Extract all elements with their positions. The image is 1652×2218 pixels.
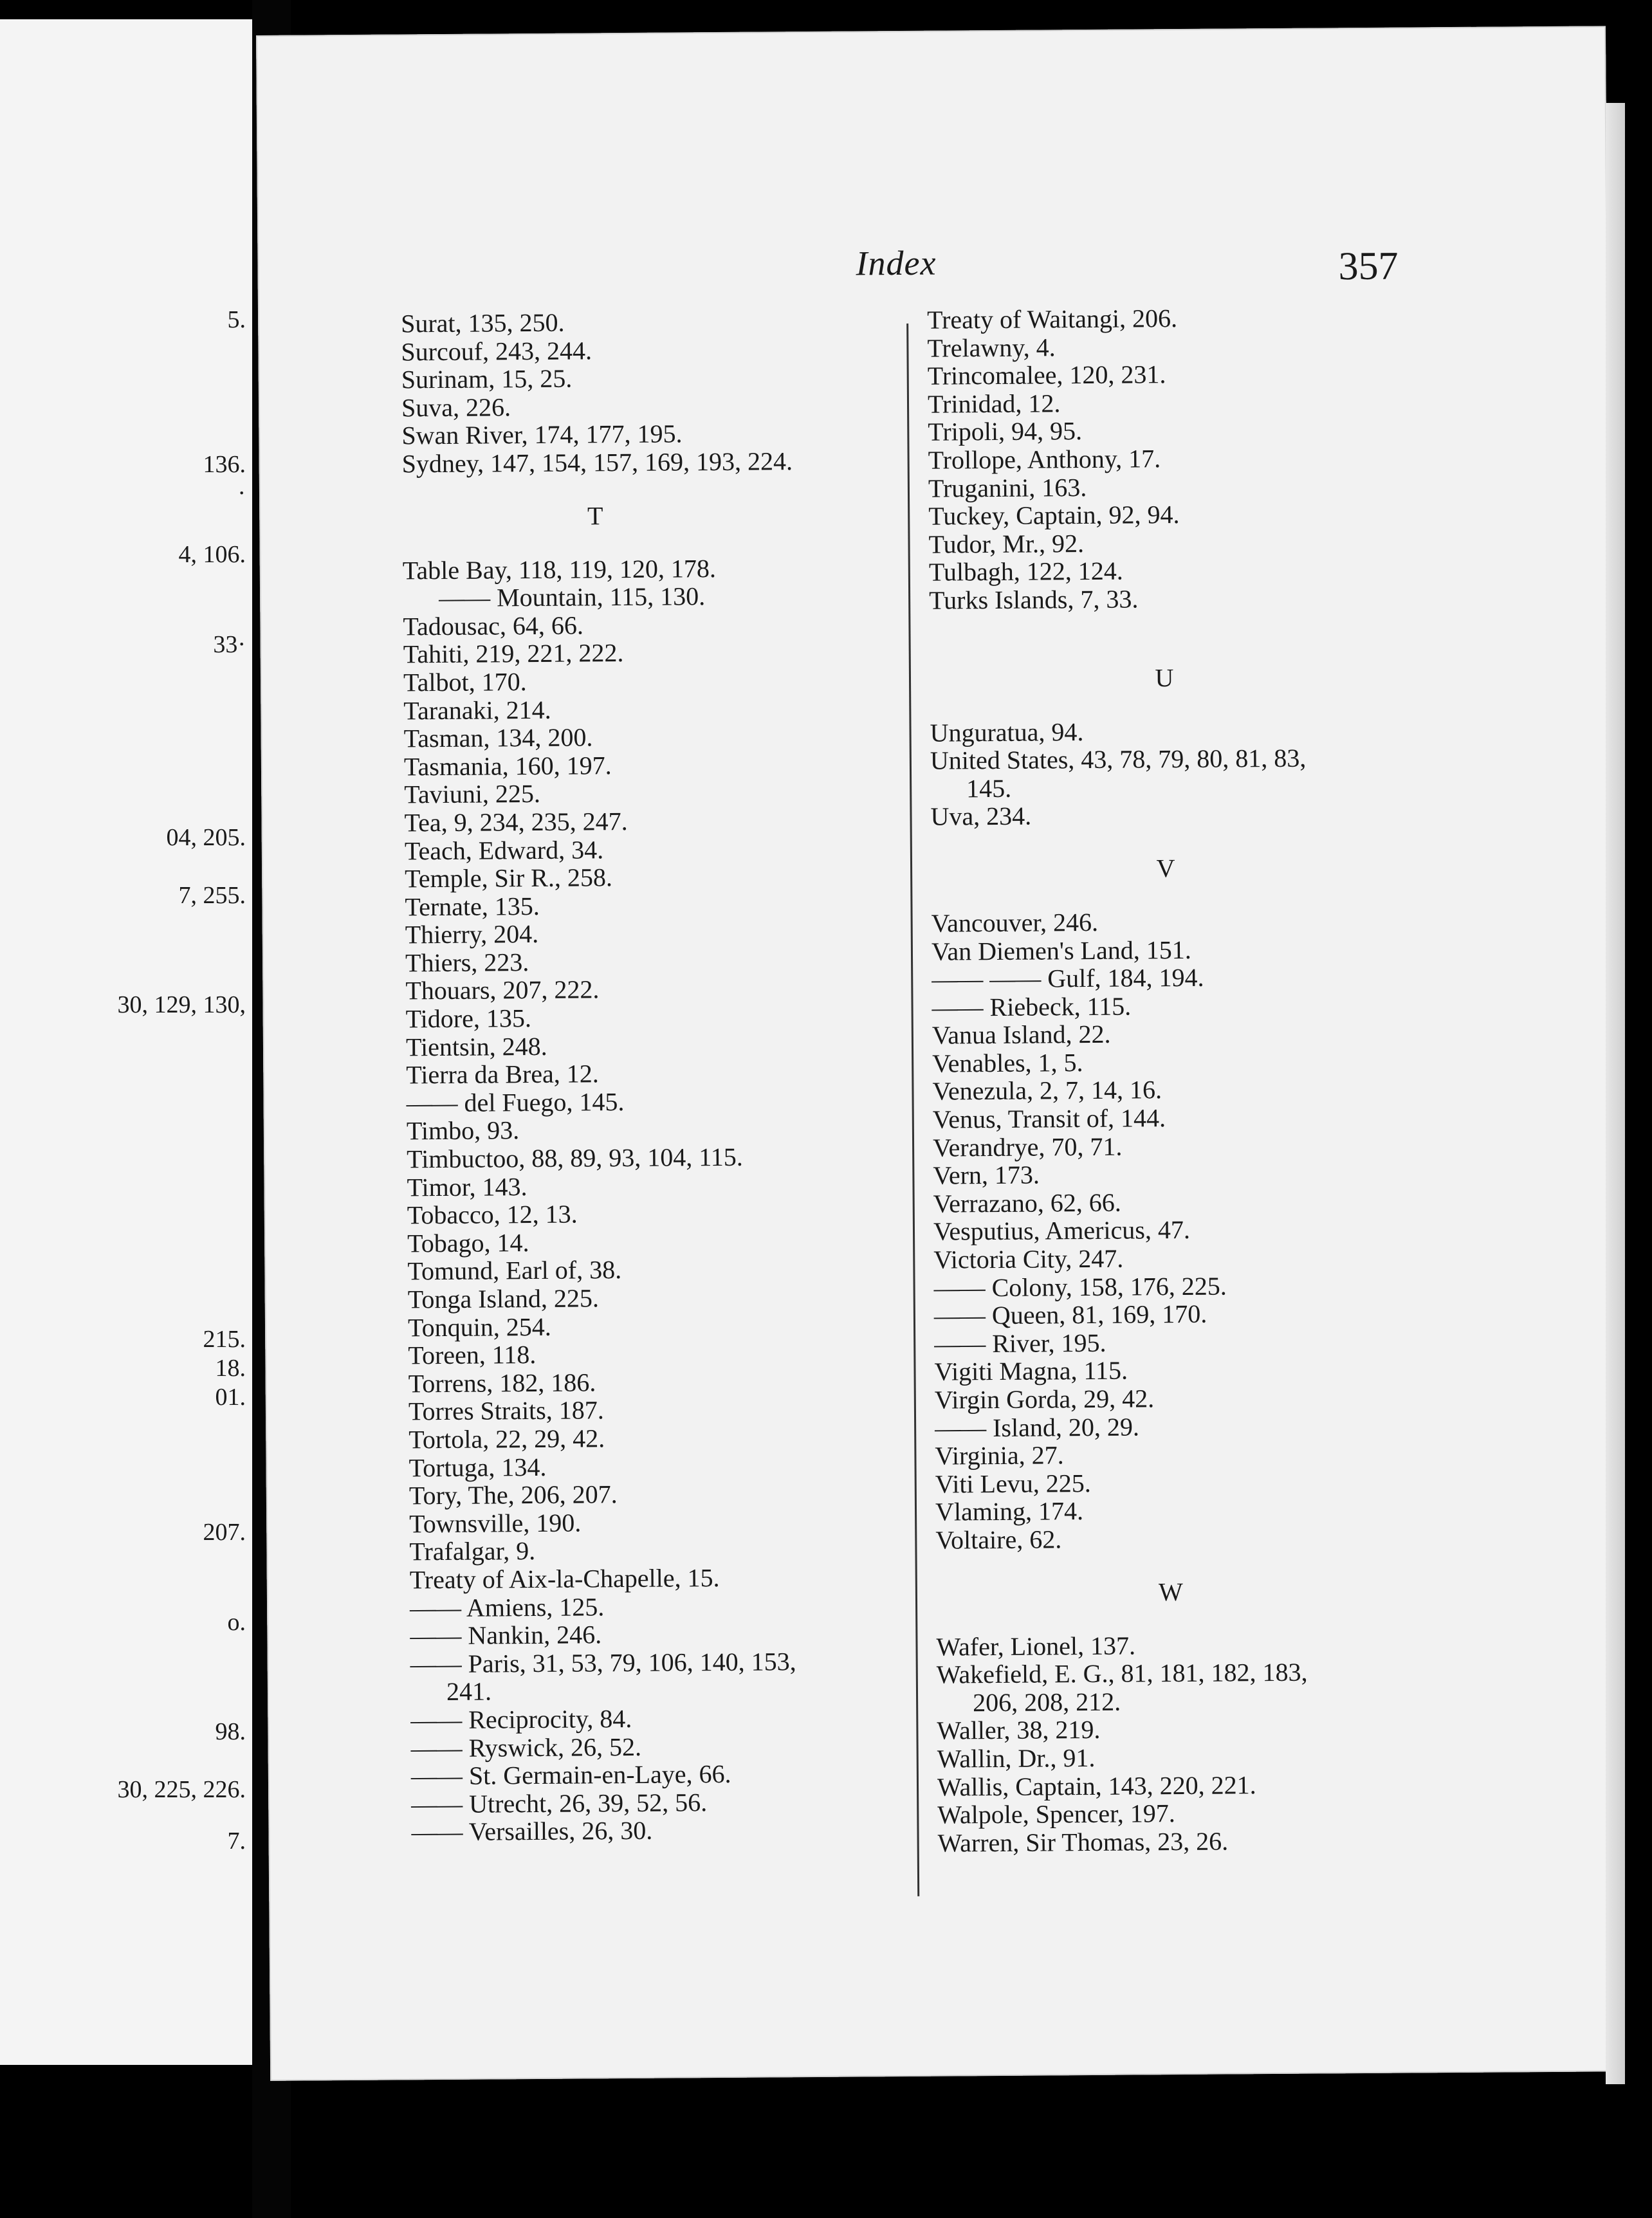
index-entry: —— Amiens, 125. [409, 1591, 605, 1622]
index-entry: Virgin Gorda, 29, 42. [934, 1384, 1155, 1415]
facing-page-text-fragment: 30, 225, 226. [117, 1776, 246, 1803]
facing-page-text-fragment: o. [227, 1609, 246, 1636]
index-entry: Venables, 1, 5. [932, 1047, 1083, 1078]
index-entry: —— Riebeck, 115. [932, 991, 1132, 1022]
index-entry: Warren, Sir Thomas, 23, 26. [937, 1826, 1229, 1858]
index-entry: Tadousac, 64, 66. [403, 610, 584, 641]
index-entry: Torrens, 182, 186. [408, 1368, 596, 1398]
index-entry: Verandrye, 70, 71. [932, 1132, 1123, 1162]
index-entry: —— St. Germain-en-Laye, 66. [410, 1759, 731, 1791]
facing-page-text-fragment: 7, 255. [178, 882, 246, 909]
index-entry: —— River, 195. [934, 1328, 1106, 1359]
index-entry: Timbo, 93. [406, 1115, 520, 1146]
index-entry: Trafalgar, 9. [409, 1536, 536, 1566]
index-entry: —— Mountain, 115, 130. [438, 582, 706, 613]
index-entry: Trincomalee, 120, 231. [927, 360, 1166, 390]
running-title: Index [856, 243, 937, 283]
index-column-right [927, 302, 1453, 1857]
index-entry: —— Island, 20, 29. [934, 1412, 1140, 1443]
facing-page-text-fragment: 4, 106. [178, 541, 246, 568]
index-entry: Waller, 38, 219. [937, 1715, 1101, 1746]
index-entry: Trinidad, 12. [927, 389, 1061, 419]
index-entry: Tulbagh, 122, 124. [928, 556, 1123, 587]
index-entry: Treaty of Waitangi, 206. [926, 304, 1178, 335]
index-entry: Toreen, 118. [408, 1340, 537, 1370]
index-entry: Sydney, 147, 154, 157, 169, 193, 224. [401, 446, 793, 479]
facing-page-text-fragment: 5. [227, 306, 246, 333]
index-entry: Surat, 135, 250. [400, 307, 565, 338]
index-entry: Wafer, Lionel, 137. [936, 1631, 1136, 1662]
facing-page-text-fragment: 136. [203, 451, 246, 478]
page-number: 357 [1338, 244, 1399, 289]
index-entry: Wakefield, E. G., 81, 181, 182, 183, [936, 1657, 1308, 1689]
facing-page-text-fragment: 18. [215, 1355, 246, 1382]
index-entry: Turks Islands, 7, 33. [928, 584, 1139, 615]
facing-page-text-fragment: 01. [215, 1384, 246, 1411]
letter-heading-w: W [1158, 1577, 1183, 1606]
index-group-s [401, 306, 891, 478]
index-entry: Verrazano, 62, 66. [933, 1187, 1121, 1218]
index-entry: Tory, The, 206, 207. [408, 1480, 618, 1510]
index-entry: Teach, Edward, 34. [404, 834, 604, 865]
index-entry: Torres Straits, 187. [408, 1395, 604, 1426]
index-entry: Surcouf, 243, 244. [401, 335, 592, 367]
facing-page-fragment [0, 19, 254, 2065]
facing-page-text-fragment: 04, 205. [166, 824, 246, 851]
index-entry: Treaty of Aix-la-Chapelle, 15. [409, 1563, 720, 1595]
letter-heading-u: U [1155, 663, 1174, 692]
index-entry: Wallin, Dr., 91. [937, 1743, 1096, 1773]
index-entry: Vancouver, 246. [931, 907, 1099, 938]
index-entry: Tasman, 134, 200. [403, 722, 593, 753]
index-entry: —— —— Gulf, 184, 194. [932, 962, 1204, 994]
index-entry: Taranaki, 214. [403, 695, 551, 725]
letter-heading-v: V [1156, 853, 1175, 883]
index-entry: —— Ryswick, 26, 52. [410, 1732, 642, 1763]
index-entry: Tudor, Mr., 92. [928, 528, 1085, 559]
index-entry: Tonquin, 254. [407, 1312, 551, 1342]
index-entry: Tea, 9, 234, 235, 247. [404, 806, 628, 838]
index-entry: Swan River, 174, 177, 195. [401, 419, 683, 450]
index-group-t-continued [927, 302, 1444, 614]
index-entry: Tahiti, 219, 221, 222. [403, 638, 624, 669]
index-entry: Tripoli, 94, 95. [928, 416, 1083, 447]
index-entry: Unguratua, 94. [930, 717, 1084, 747]
page-edge [1606, 103, 1625, 2084]
index-entry: Surinam, 15, 25. [401, 363, 573, 394]
index-entry: Tidore, 135. [405, 1004, 532, 1034]
index-entry: Tobago, 14. [407, 1227, 529, 1258]
index-entry: Tientsin, 248. [405, 1031, 547, 1062]
index-column-left [401, 306, 901, 1846]
index-entry: —— Utrecht, 26, 39, 52, 56. [411, 1787, 708, 1819]
index-entry: 145. [966, 773, 1012, 803]
index-entry: United States, 43, 78, 79, 80, 81, 83, [930, 743, 1307, 775]
index-entry: Venus, Transit of, 144. [932, 1103, 1166, 1134]
facing-page-text-fragment: 207. [203, 1519, 246, 1546]
index-entry: Talbot, 170. [403, 667, 527, 697]
index-group-v [932, 906, 1451, 1554]
index-entry: Taviuni, 225. [404, 779, 541, 809]
index-entry: Thouars, 207, 222. [405, 975, 600, 1005]
index-entry: Townsville, 190. [409, 1508, 582, 1539]
index-entry: Thiers, 223. [405, 947, 529, 978]
index-entry: —— Nankin, 246. [410, 1620, 602, 1651]
index-entry: Timor, 143. [407, 1171, 528, 1202]
index-entry: Tonga Island, 225. [407, 1283, 600, 1314]
index-entry: Tortola, 22, 29, 42. [408, 1424, 605, 1454]
index-entry: Ternate, 135. [405, 891, 540, 922]
index-entry: Suva, 226. [401, 392, 511, 423]
index-group-w [936, 1629, 1452, 1857]
index-entry: Truganini, 163. [928, 472, 1087, 503]
index-entry: Victoria City, 247. [933, 1243, 1124, 1274]
index-entry: Virginia, 27. [935, 1440, 1064, 1471]
index-entry: Venezula, 2, 7, 14, 16. [932, 1075, 1162, 1106]
index-entry: Uva, 234. [930, 801, 1032, 832]
index-entry: Vern, 173. [933, 1160, 1040, 1190]
index-page [256, 26, 1620, 2081]
index-entry: —— Queen, 81, 169, 170. [933, 1299, 1207, 1330]
index-entry: Tomund, Earl of, 38. [407, 1255, 622, 1286]
index-entry: Tasmania, 160, 197. [403, 750, 612, 782]
index-entry: —— Paris, 31, 53, 79, 106, 140, 153, [410, 1646, 796, 1679]
index-entry: Temple, Sir R., 258. [405, 863, 613, 894]
index-entry: —— del Fuego, 145. [406, 1086, 625, 1118]
index-entry: Trollope, Anthony, 17. [928, 444, 1161, 475]
index-entry: Vesputius, Americus, 47. [933, 1215, 1191, 1247]
index-entry: Walpole, Spencer, 197. [937, 1799, 1176, 1829]
letter-heading-t: T [587, 500, 603, 530]
index-entry: Wallis, Captain, 143, 220, 221. [937, 1770, 1256, 1802]
index-entry: Tuckey, Captain, 92, 94. [928, 500, 1180, 531]
index-entry: Table Bay, 118, 119, 120, 178. [402, 553, 717, 585]
index-entry: —— Versailles, 26, 30. [411, 1816, 653, 1847]
facing-page-text-fragment: 7. [227, 1828, 246, 1855]
index-entry: Tierra da Brea, 12. [406, 1059, 600, 1090]
index-entry: Timbuctoo, 88, 89, 93, 104, 115. [407, 1142, 743, 1174]
index-entry: Trelawny, 4. [927, 332, 1056, 363]
index-entry: Tobacco, 12, 13. [407, 1199, 578, 1230]
index-entry: Voltaire, 62. [935, 1525, 1062, 1555]
facing-page-text-fragment: 30, 129, 130, [117, 991, 246, 1018]
index-entry: 206, 208, 212. [972, 1687, 1121, 1718]
index-entry: Van Diemen's Land, 151. [931, 935, 1191, 966]
index-entry: Vlaming, 174. [935, 1496, 1084, 1527]
facing-page-text-fragment: 215. [203, 1326, 246, 1353]
index-entry: Vigiti Magna, 115. [934, 1355, 1128, 1387]
facing-page-text-fragment: · [237, 480, 246, 507]
index-entry: —— Reciprocity, 84. [410, 1703, 632, 1735]
index-entry: —— Colony, 158, 176, 225. [933, 1271, 1227, 1303]
page-header [257, 238, 1608, 299]
index-entry: Tortuga, 134. [408, 1452, 547, 1482]
index-entry: Thierry, 204. [405, 919, 539, 949]
facing-page-text-fragment: 33· [213, 631, 246, 658]
index-entry: Vanua Island, 22. [932, 1020, 1111, 1050]
facing-page-text-fragment: 98. [215, 1718, 246, 1745]
index-entry: 241. [446, 1676, 492, 1707]
index-entry: Viti Levu, 225. [935, 1468, 1091, 1499]
index-group-t [403, 553, 901, 1847]
column-divider [906, 324, 919, 1896]
spacer [929, 611, 1444, 641]
index-group-u [930, 715, 1445, 831]
